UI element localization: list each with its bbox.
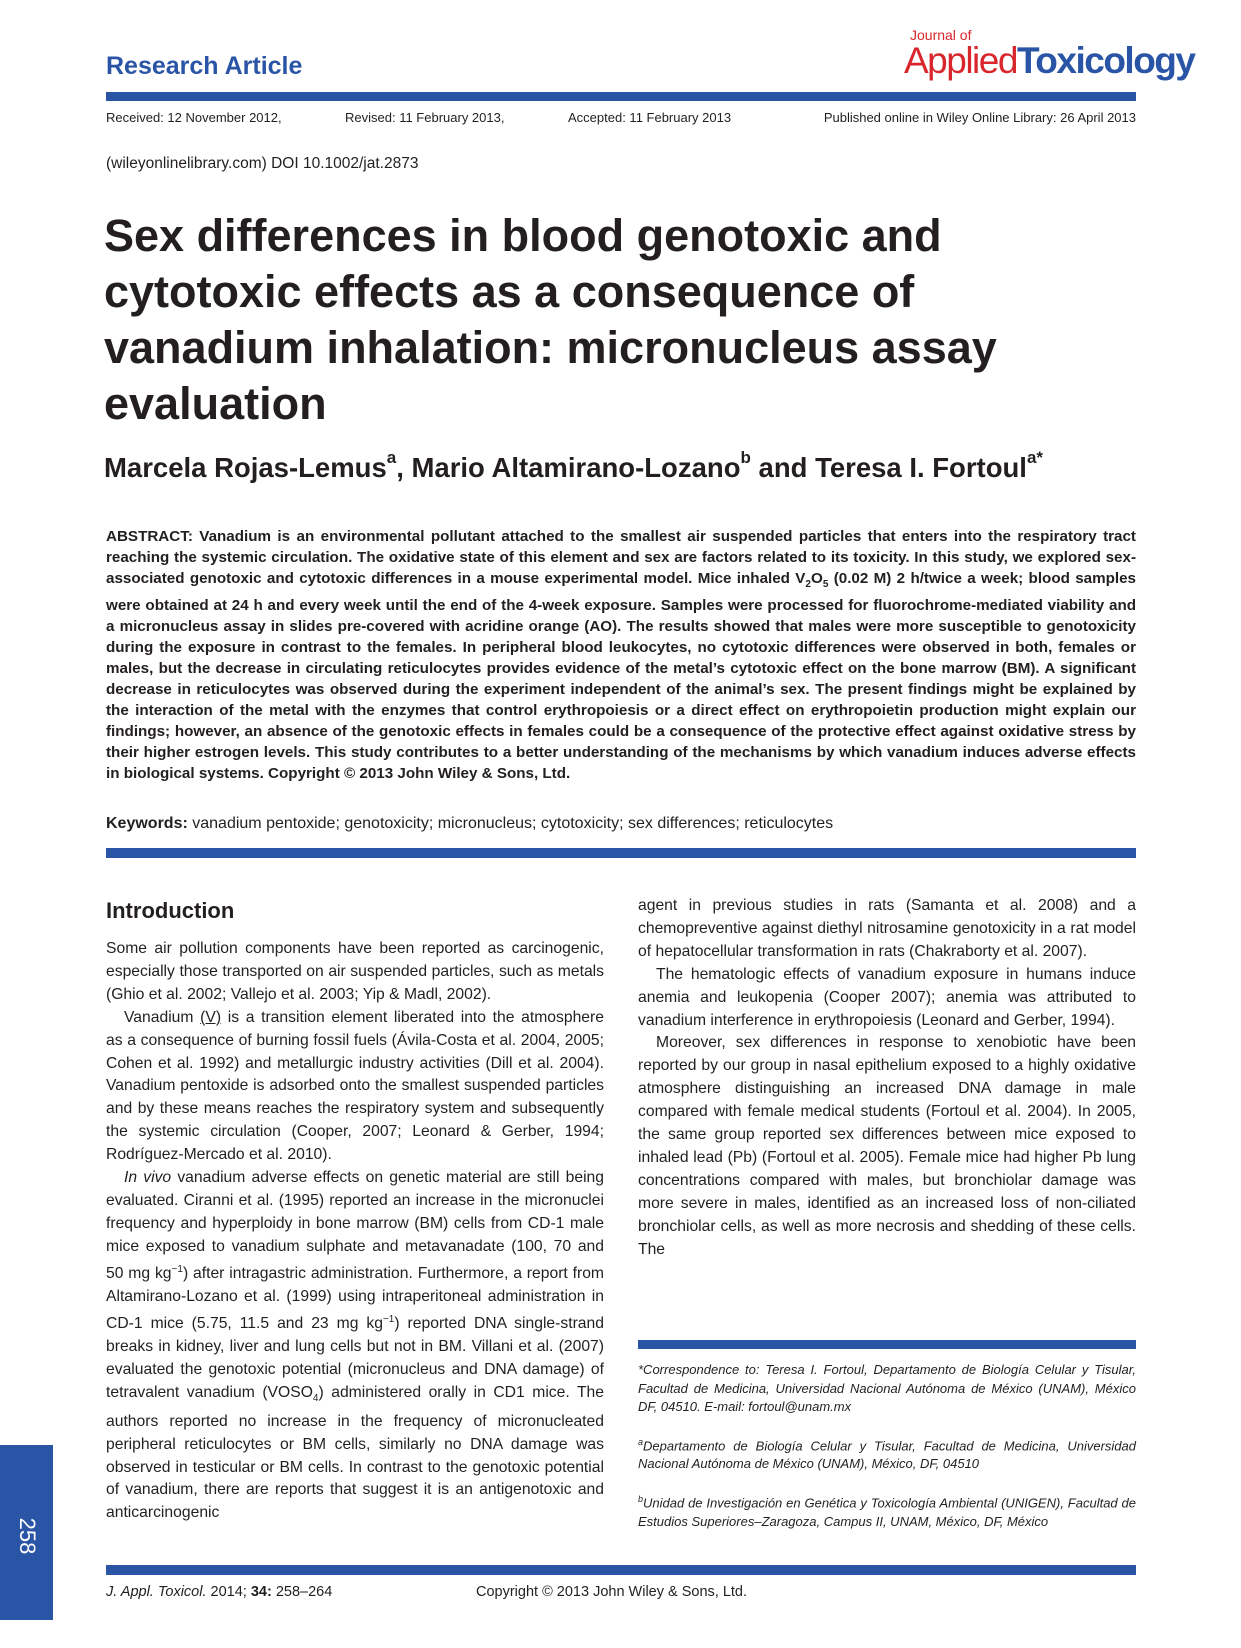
footnote-a-sup: a [638,1436,644,1447]
intro-p2-a: Vanadium [124,1008,201,1026]
author-2: Mario Altamirano-Lozano [411,452,741,483]
journal-logo-applied: Applied [904,40,1017,81]
intro-paragraph-4: agent in previous studies in rats (Samanta et al. 2008) and a chemopreventive against diethyl nitrosamine genotoxicity in a rat model of hepatocellular transformation in rats (Chakraborty et al. 2007). [638,897,1136,960]
author-list [104,448,1044,484]
keywords [106,815,833,833]
received-date: Received: 12 November 2012, [106,110,282,125]
abstract-sub-2: 5 [822,579,829,591]
footnote-b-text: Unidad de Investigación en Genética y Toxicología Ambiental (UNIGEN), Facultad de Estudios Superiores–Zaragoza, Campus II, UNAM, México, DF, México [638,1495,1136,1529]
abstract-text-3: (0.02 M) 2 h/twice a week; blood samples were obtained at 24 h and every week until the end of the 4-week exposure. Samples were processed for fluorochrome-mediated viability and a micronucleus assay in slides pre-covered with acridine orange (AO). The results showed that males were more susceptible to genotoxicity during the exposure in contrast to the females. In peripheral blood leukocytes, no cytotoxic differences were observed in both, females or males, but the decrease in circulating reticulocytes provides evidence of the metal’s cytotoxic effect on the bone marrow (BM). A significant decrease in reticulocytes was observed during the experiment independent of the animal’s sex. The present findings might be explained by the interaction of the metal with the enzymes that control erythropoiesis or a direct effect on erythropoietin production might explain our findings; however, an absence of the genotoxic effects in females could be a consequence of the protective effect against oxidative stress by their higher estrogen levels. This study contributes to a better understanding of the mechanisms by which vanadium induces adverse effects in biological systems. Copyright © 2013 John Wiley & Sons, Ltd. [106,570,1136,783]
abstract [106,526,1136,784]
author-3: Teresa I. Fortoul [815,452,1027,483]
abstract-rule [106,848,1136,858]
footer-year: 2014; [206,1584,251,1600]
intro-p3-c: ) after intragastric administration. Furthermore, a report from Altamirano-Lozano et al. (1999) using intraperitoneal administration in CD-1 mice (5.75, 11.5 and 23 mg kg [106,1264,605,1332]
section-heading-introduction: Introduction [106,898,235,923]
article-type-label: Research Article [106,52,303,80]
footer-rule [106,1565,1136,1575]
revised-date: Revised: 11 February 2013, [345,110,505,125]
abstract-text-2: O [810,570,823,587]
page-number: 258 [15,1517,40,1555]
keywords-label: Keywords: [106,815,188,832]
author-2-affil: b [740,448,751,467]
footer-volume: 34: [250,1584,272,1600]
intro-p3-b: vanadium adverse effects on genetic material are still being evaluated. Ciranni et al. (1995) reported an increase in the micronuclei frequency and hyperploidy in bone marrow (BM) cells from CD-1 male mice exposed to vanadium sulphate and metavanadate (100, 70 and 50 mg kg [106,1169,604,1282]
doi-line: (wileyonlinelibrary.com) DOI 10.1002/jat.2873 [106,155,419,172]
author-and: and [750,452,816,483]
intro-p2-b: is a transition element liberated into the atmosphere as a consequence of burning fossil fuels (Ávila-Costa et al. 2004, 2005; Cohen et al. 1992) and metallurgic industry activities (Dill et al. 2004). Vanadium pentoxide is adsorbed onto the smallest suspended particles and by these means reaches the respiratory system and subsequently the systemic circulation (Cooper, 2007; Leonard & Gerber, 1994; Rodríguez-Mercado et al. 2010). [106,1008,604,1164]
journal-logo-toxicology: Toxicology [1016,40,1195,81]
intro-paragraph-2 [106,1007,604,1167]
intro-paragraph-3 [106,1167,604,1525]
intro-paragraph-5: The hematologic effects of vanadium exposure in humans induce anemia and leukopenia (Cooper 2007); anemia was attributed to vanadium interference in erythropoiesis (Leonard and Gerber, 1994). [638,965,1136,1029]
header-rule [106,92,1136,101]
footer-pages: 258–264 [271,1584,333,1600]
abstract-text-1: ABSTRACT: Vanadium is an environmental pollutant attached to the smallest air suspended particles that enters into the respiratory tract reaching the systemic circulation. The oxidative state of this element and sex are factors related to its toxicity. In this study, we explored sex-associated genotoxic and cytotoxic differences in a mouse experimental model. Mice inhaled V [106,528,1136,587]
corresponding-mark: * [1036,448,1044,467]
author-3-affil [1027,448,1043,467]
author-1-affil: a [386,448,397,467]
author-sep: , [396,452,412,483]
footnote-affiliation-b [638,1490,1136,1531]
footnote-rule [638,1340,1136,1349]
intro-p3-sub: 4 [312,1392,319,1404]
footnote-a-text: Departamento de Biología Celular y Tisular, Facultad de Medicina, Universidad Nacional Autónoma de México (UNAM), México, DF, 04510 [638,1437,1136,1472]
body-left-column [106,898,604,1525]
footnote-affiliation-a [638,1433,1136,1474]
author-3-affil-letter: a [1026,448,1037,467]
intro-p3-invivo: In vivo [124,1169,172,1187]
keywords-text: vanadium pentoxide; genotoxicity; micronucleus; cytotoxicity; sex differences; reticulocytes [187,815,834,832]
footnote-correspondence: *Correspondence to: Teresa I. Fortoul, Departamento de Biología Celular y Tisular, Facultad de Medicina, Universidad Nacional Autónoma de México (UNAM), México DF, 04510. E-mail: fortoul@unam.mx [638,1362,1136,1414]
body-right-column [638,895,1136,1262]
intro-paragraph-6: Moreover, sex differences in response to xenobiotic have been reported by our group in nasal epithelium exposed to a highly oxidative atmosphere distinguishing an increased DNA damage in male compared with female medical students (Fortoul et al. 2004). In 2005, the same group reported sex differences between mice exposed to inhaled lead (Pb) (Fortoul et al. 2005). Female mice had higher Pb lung concentrations compared with males, but bronchiolar damage was more severe in males, identified as an increased loss of non-ciliated bronchiolar cells, as well as more necrosis and shedding of these cells. The [638,1034,1136,1258]
footer-copyright: Copyright © 2013 John Wiley & Sons, Ltd. [476,1584,748,1600]
intro-p3-e: ) administered orally in CD1 mice. The authors reported no increase in the frequency of micronucleated peripheral reticulocytes or BM cells, similarly no DNA damage was observed in testicular or BM cells. In contrast to the genotoxic potential of vanadium, there are reports that suggest it is an antigenotoxic and anticarcinogenic [106,1383,605,1522]
journal-logo-name [904,40,1195,81]
intro-p3-sup-2: −1 [382,1313,395,1325]
footnote-b-sup: b [638,1493,644,1504]
accepted-date: Accepted: 11 February 2013 [568,110,732,125]
intro-paragraph-1: Some air pollution components have been reported as carcinogenic, especially those transported on air suspended particles, such as metals (Ghio et al. 2002; Vallejo et al. 2003; Yip & Madl, 2002). [106,940,604,1003]
published-date: Published online in Wiley Online Library: 26 April 2013 [823,110,1136,125]
journal-logo-of: Journal of [910,27,972,43]
article-title: Sex differences in blood genotoxic and cytotoxic effects as a consequence of vanadium inhalation: micronucleus assay evaluation [104,210,997,429]
abstract-sub-1: 2 [805,579,811,591]
intro-p3-d: ) reported DNA single-strand breaks in kidney, liver and lung cells but not in BM. Villani et al. (2007) evaluated the genotoxic potential (micronucleus and DNA damage) of tetravalent vanadium (VOSO [106,1314,604,1401]
footer-citation [106,1584,332,1600]
author-1: Marcela Rojas-Lemus [104,452,387,483]
intro-p2-v: (V) [200,1008,222,1026]
footer-journal-abbr: J. Appl. Toxicol. [106,1584,207,1600]
journal-logo [904,27,1195,81]
intro-p3-sup-1: −1 [171,1263,183,1275]
footnotes [638,1361,1136,1547]
